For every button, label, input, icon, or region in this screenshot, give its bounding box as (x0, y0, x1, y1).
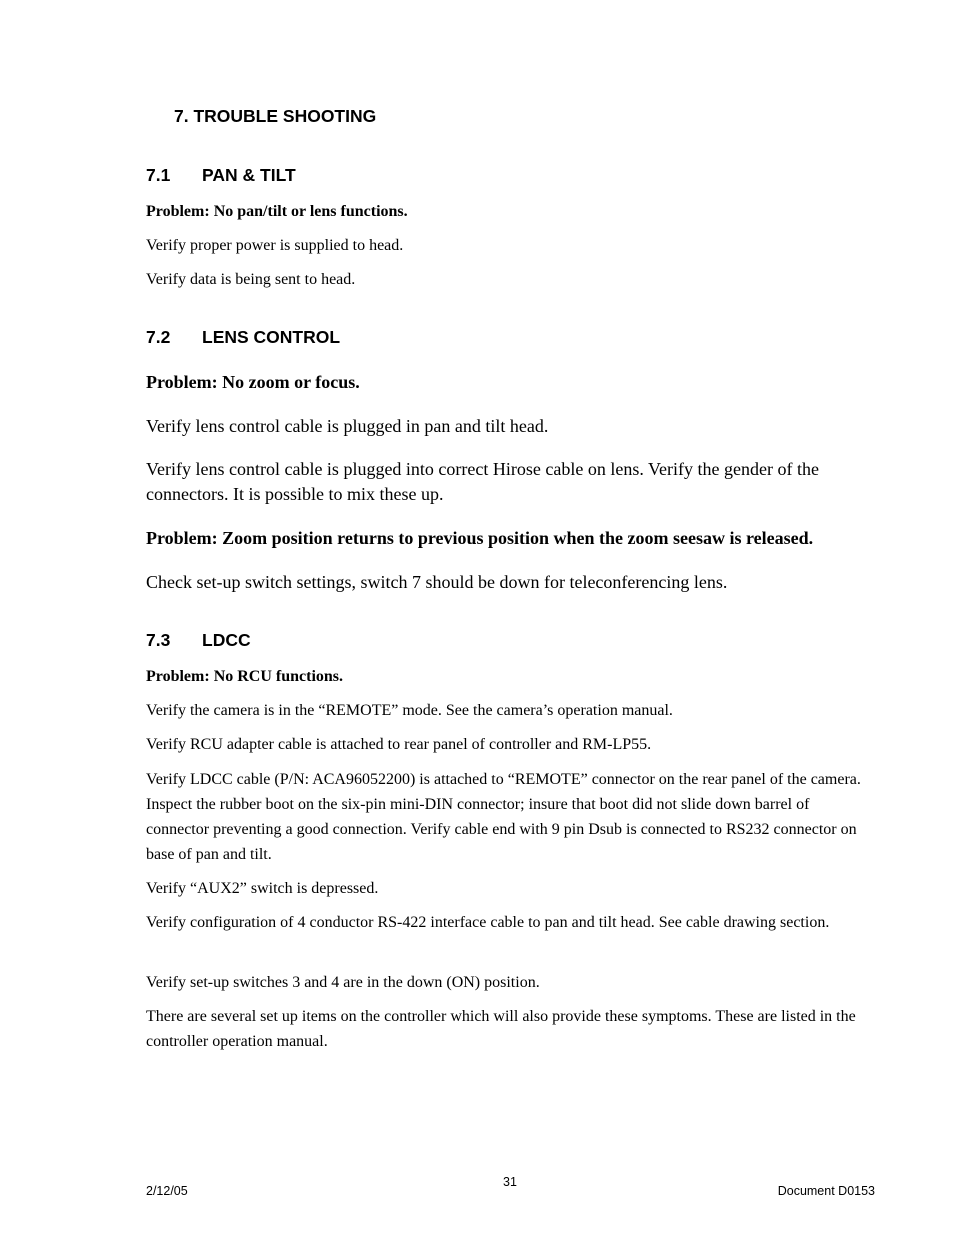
remedy-text: Verify “AUX2” switch is depressed. (146, 880, 379, 897)
page-title: 7. TROUBLE SHOOTING (174, 106, 377, 126)
problem-statement: Problem: Zoom position returns to previous position when the zoom seesaw is released. (146, 528, 814, 548)
section-heading-ldcc (146, 630, 251, 651)
section-heading-pan-tilt (146, 165, 296, 186)
remedy-text: Check set-up switch settings, switch 7 should be down for teleconferencing lens. (146, 572, 728, 592)
section-number: 7.1 (146, 165, 171, 185)
remedy-text: Verify configuration of 4 conductor RS-422 interface cable to pan and tilt head. See cable drawing section. (146, 914, 830, 931)
problem-statement: Problem: No RCU functions. (146, 668, 344, 685)
section-title: PAN & TILT (202, 165, 296, 185)
remedy-text: Verify RCU adapter cable is attached to rear panel of controller and RM-LP55. (146, 736, 652, 753)
section-title: LENS CONTROL (202, 327, 341, 347)
problem-statement: Problem: No pan/tilt or lens functions. (146, 203, 408, 220)
remedy-text: There are several set up items on the controller which will also provide these symptoms. These are listed in the controller operation manual. (146, 1008, 856, 1050)
section-number: 7.3 (146, 630, 171, 650)
problem-statement: Problem: No zoom or focus. (146, 372, 360, 392)
section-heading-lens-control (146, 327, 340, 348)
remedy-text: Verify lens control cable is plugged in pan and tilt head. (146, 416, 549, 436)
document-id: Document D0153 (777, 1184, 875, 1198)
page-number: 31 (503, 1175, 517, 1189)
remedy-text: Verify lens control cable is plugged into correct Hirose cable on lens. Verify the gender of the connectors. It is possible to mix these up. (146, 459, 819, 504)
remedy-text: Verify set-up switches 3 and 4 are in the down (ON) position. (146, 974, 540, 991)
remedy-text: Verify LDCC cable (P/N: ACA96052200) is attached to “REMOTE” connector on the rear panel of the camera. Inspect the rubber boot on the six-pin mini-DIN connector; insure that boot did not slide down barrel of connector preventing a good connection. Verify cable end with 9 pin Dsub is connected to RS232 connector on base of pan and tilt. (146, 771, 861, 863)
section-number: 7.2 (146, 327, 171, 347)
section-title: LDCC (202, 630, 251, 650)
remedy-text: Verify the camera is in the “REMOTE” mode. See the camera’s operation manual. (146, 702, 673, 719)
footer-date: 2/12/05 (146, 1184, 188, 1198)
remedy-text: Verify proper power is supplied to head. (146, 237, 404, 254)
remedy-text: Verify data is being sent to head. (146, 271, 356, 288)
